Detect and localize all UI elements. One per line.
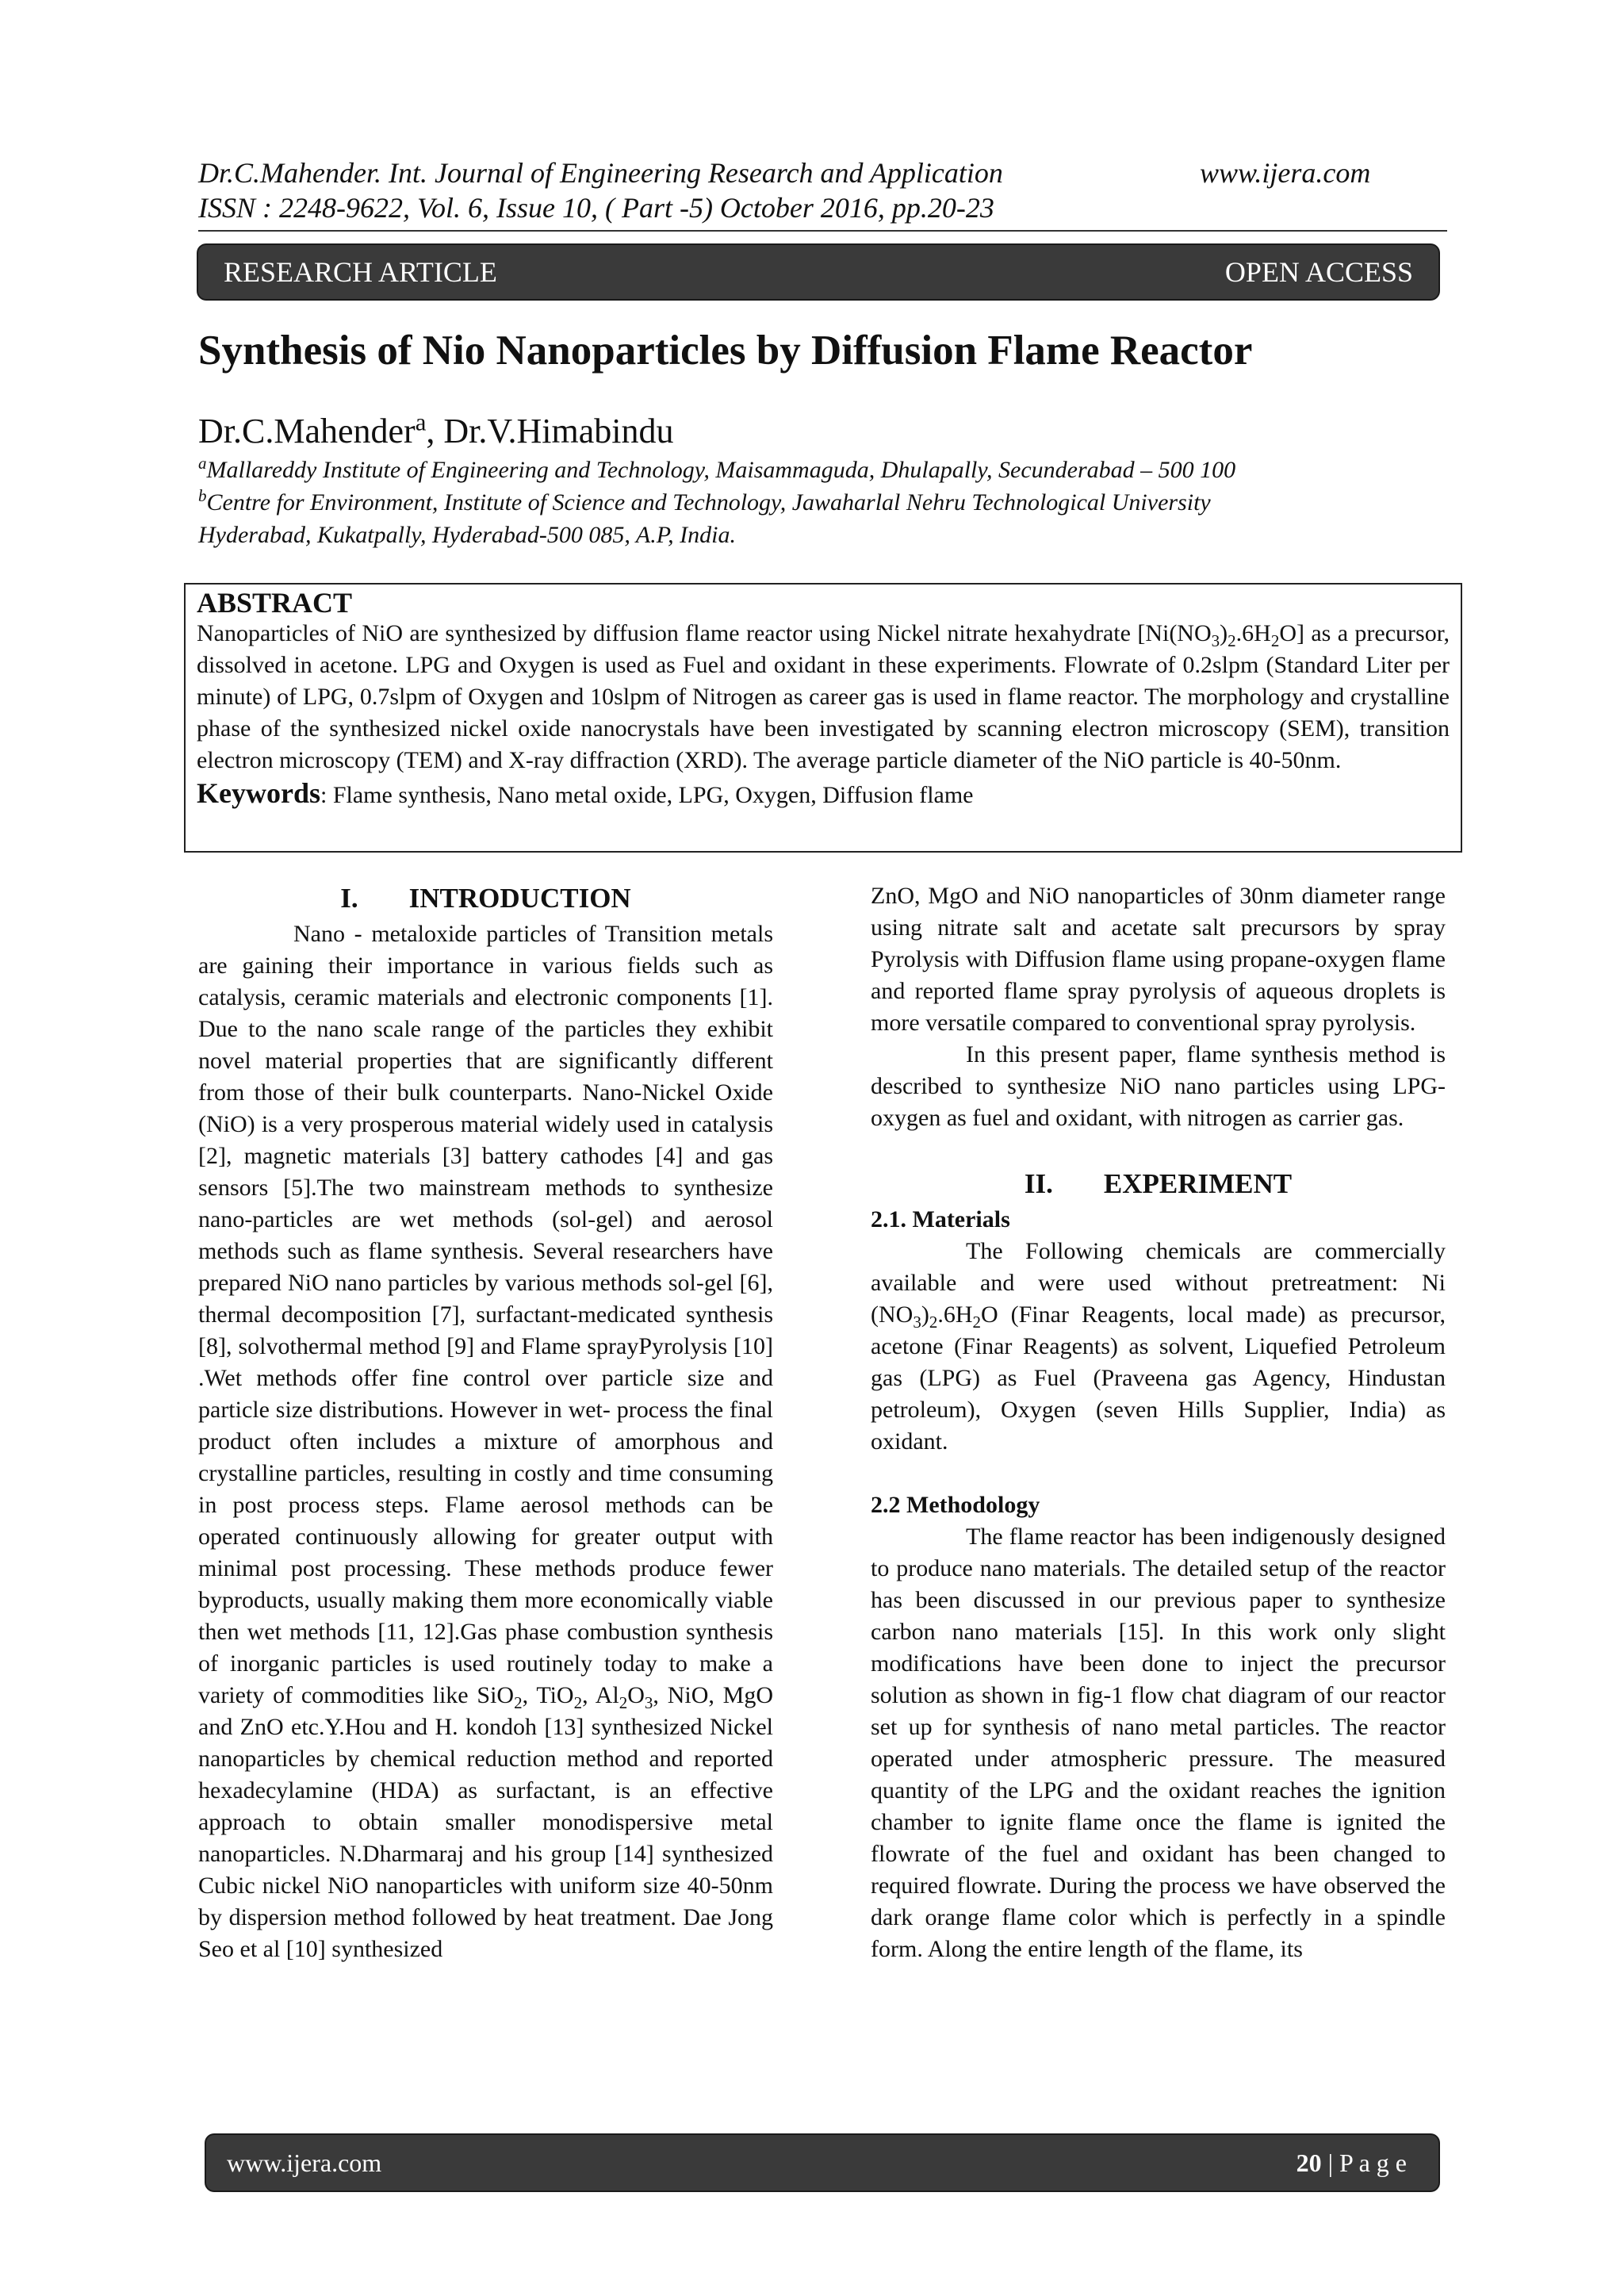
intro-continuation-paragraph: ZnO, MgO and NiO nanoparticles of 30nm diameter range using nitrate salt and acetate salt precursors by spray Pyrolysis with Diffusion flame using propane-oxygen flame and reported flame spray pyrolysis of aqueous droplets is more versatile compared to conventional spray pyrolysis.	[871, 883, 1446, 1036]
abstract-text	[197, 618, 1450, 776]
keywords-label: Keywords	[197, 777, 320, 809]
abstract-text-part2: O] as a precursor, dissolved in acetone. LPG and Oxygen is used as Fuel and oxidant in these experiments. Flowrate of 0.2slpm (Standard Liter per minute) of LPG, 0.7slpm of Oxygen and 10slpm of Nitrogen as career gas is used in flame reactor. The morphology and crystalline phase of the synthesized nickel oxide nanocrystals have been investigated by scanning electron microscopy (SEM), transition electron microscopy (TEM) and X-ray diffraction (XRD). The average particle diameter of the NiO particle is 40-50nm.	[197, 620, 1450, 773]
materials-sub-1: 3	[913, 1313, 921, 1332]
affiliation-b-text: Centre for Environment, Institute of Science and Technology, Jawaharlal Nehru Technological University	[206, 489, 1211, 516]
intro-text-1: Nano - metaloxide particles of Transition metals are gaining their importance in various fields such as catalysis, ceramic materials and electronic components [1]. Due to the nano scale range of the particles they exhibit novel material properties that are significantly different from those of their bulk counterparts. Nano-Nickel Oxide (NiO) is a very prosperous material widely used in catalysis [2], magnetic materials [3] battery cathodes [4] and gas sensors [5].The two mainstream methods to synthesize nano-particles are wet methods (sol-gel) and aerosol methods such as flame synthesis. Several researchers have prepared NiO nano particles by various methods sol-gel [6], thermal decomposition [7], surfactant-medicated synthesis [8], solvothermal method [9] and Flame sprayPyrolysis [10] .Wet methods offer fine control over particle size and particle size distributions. However in wet- process the final product often includes a mixture of amorphous and crystalline particles, resulting in costly and time consuming in post process steps. Flame aerosol methods can be operated continuously allowing for greater output with minimal post processing. These methods produce fewer byproducts, usually making them more economically viable then wet methods [11, 12].Gas phase combustion synthesis of inorganic particles is used routinely today to make a variety of commodities like SiO	[198, 921, 773, 1708]
affiliation-a	[198, 454, 1235, 486]
materials-text-2: )	[921, 1301, 929, 1328]
experiment-heading	[871, 1166, 1446, 1202]
abstract-formula-c: .6H	[1235, 620, 1271, 646]
spacer	[871, 1458, 1446, 1489]
author-1: Dr.C.Mahender	[198, 412, 416, 450]
author-separator: ,	[426, 412, 444, 450]
journal-citation-line1: Dr.C.Mahender. Int. Journal of Engineering Research and Application	[198, 157, 1003, 189]
affiliation-b	[198, 486, 1211, 519]
introduction-heading	[198, 880, 773, 917]
introduction-paragraph	[198, 918, 773, 1965]
page-label: | P a g e	[1321, 2148, 1407, 2177]
paper-title: Synthesis of Nio Nanoparticles by Diffusion Flame Reactor	[198, 328, 1253, 374]
keywords-line	[197, 776, 1450, 811]
header-rule	[198, 230, 1447, 232]
intro-text-3: , Al	[582, 1682, 619, 1708]
affiliation-b-sup: b	[198, 486, 207, 505]
intro-text-4: O	[627, 1682, 645, 1708]
footer-website[interactable]: www.ijera.com	[227, 2148, 382, 2177]
author-list	[198, 408, 674, 451]
intro-sub-d: 3	[644, 1693, 653, 1712]
research-article-label: RESEARCH ARTICLE	[224, 256, 497, 288]
page-number	[1297, 2148, 1407, 2178]
article-type-banner	[198, 245, 1438, 299]
spacer	[871, 1134, 1446, 1166]
intro-sub-a: 2	[514, 1693, 523, 1712]
intro-section-title: INTRODUCTION	[408, 883, 631, 914]
abstract-formula-a: [Ni(NO	[1137, 620, 1212, 646]
materials-text-1: The Following chemicals are commercially available and were used without pretreatment: Ni (NO	[871, 1238, 1446, 1328]
left-column	[198, 880, 773, 1965]
page-footer	[206, 2135, 1438, 2191]
author-1-sup: a	[415, 408, 427, 436]
keywords-text: : Flame synthesis, Nano metal oxide, LPG, Oxygen, Diffusion flame	[320, 782, 974, 808]
materials-sub-2: 2	[929, 1313, 938, 1332]
author-2: Dr.V.Himabindu	[443, 412, 674, 450]
materials-sub-3: 2	[972, 1313, 981, 1332]
abstract-text-part1: Nanoparticles of NiO are synthesized by diffusion flame reactor using Nickel nitrate hexahydrate	[197, 620, 1131, 646]
affiliation-a-text: Mallareddy Institute of Engineering and Technology, Maisammaguda, Dhulapally, Secunderabad – 500 100	[206, 457, 1236, 483]
exp-section-number: II.	[1024, 1168, 1053, 1199]
intro-section-number: I.	[340, 883, 358, 914]
open-access-label: OPEN ACCESS	[1224, 256, 1413, 288]
abstract-sub-2: 2	[1228, 631, 1236, 650]
materials-paragraph	[871, 1236, 1446, 1458]
affiliation-a-sup: a	[198, 454, 207, 473]
journal-citation-line2: ISSN : 2248-9622, Vol. 6, Issue 10, ( Part -5) October 2016, pp.20-23	[198, 192, 994, 224]
abstract-heading: ABSTRACT	[197, 587, 353, 619]
intro-sub-c: 2	[619, 1693, 628, 1712]
intro-text-5: , NiO, MgO and ZnO etc.Y.Hou and H. kondoh [13] synthesized Nickel nanoparticles by chemical reduction method and reported hexadecylamine (HDA) as surfactant, is an effective approach to obtain smaller monodispersive metal nanoparticles. N.Dharmaraj and his group [14] synthesized Cubic nickel NiO nanoparticles with uniform size 40-50nm by dispersion method followed by heat treatment. Dae Jong Seo et al [10] synthesized	[198, 1682, 773, 1962]
right-column	[871, 880, 1446, 1965]
affiliation-b-line2: Hyderabad, Kukatpally, Hyderabad-500 085, A.P, India.	[198, 522, 736, 548]
materials-heading: 2.1. Materials	[871, 1206, 1010, 1232]
materials-text-4: O (Finar Reagents, local made) as precursor, acetone (Finar Reagents) as solvent, Liquefied Petroleum gas (LPG) as Fuel (Praveena gas Agency, Hindustan petroleum), Oxygen (seven Hills Supplier, India) as oxidant.	[871, 1301, 1446, 1455]
methodology-heading: 2.2 Methodology	[871, 1492, 1040, 1518]
abstract-formula-b: )	[1220, 620, 1228, 646]
journal-website[interactable]: www.ijera.com	[1200, 157, 1371, 189]
intro-text-2: , TiO	[522, 1682, 574, 1708]
exp-section-title: EXPERIMENT	[1103, 1168, 1293, 1199]
page-number-value: 20	[1296, 2148, 1322, 2177]
present-paper-paragraph: In this present paper, flame synthesis method is described to synthesize NiO nano particles using LPG-oxygen as fuel and oxidant, with nitrogen as carrier gas.	[871, 1041, 1446, 1131]
abstract-sub-3: 2	[1270, 631, 1280, 650]
intro-sub-b: 2	[573, 1693, 583, 1712]
abstract-box	[184, 583, 1462, 853]
abstract-sub-1: 3	[1211, 631, 1220, 650]
materials-text-3: .6H	[937, 1301, 973, 1328]
methodology-paragraph: The flame reactor has been indigenously designed to produce nano materials. The detailed setup of the reactor has been discussed in our previous paper to synthesize carbon nano materials [15]. In this work only slight modifications have been done to inject the precursor solution as shown in fig-1 flow chat diagram of our reactor set up for synthesis of nano metal particles. The reactor operated under atmospheric pressure. The measured quantity of the LPG and the oxidant reaches the ignition chamber to ignite flame once the flame is ignited the flowrate of the fuel and oxidant has been changed to required flowrate. During the process we have observed the dark orange flame color which is perfectly in a spindle form. Along the entire length of the flame, its	[871, 1524, 1446, 1962]
